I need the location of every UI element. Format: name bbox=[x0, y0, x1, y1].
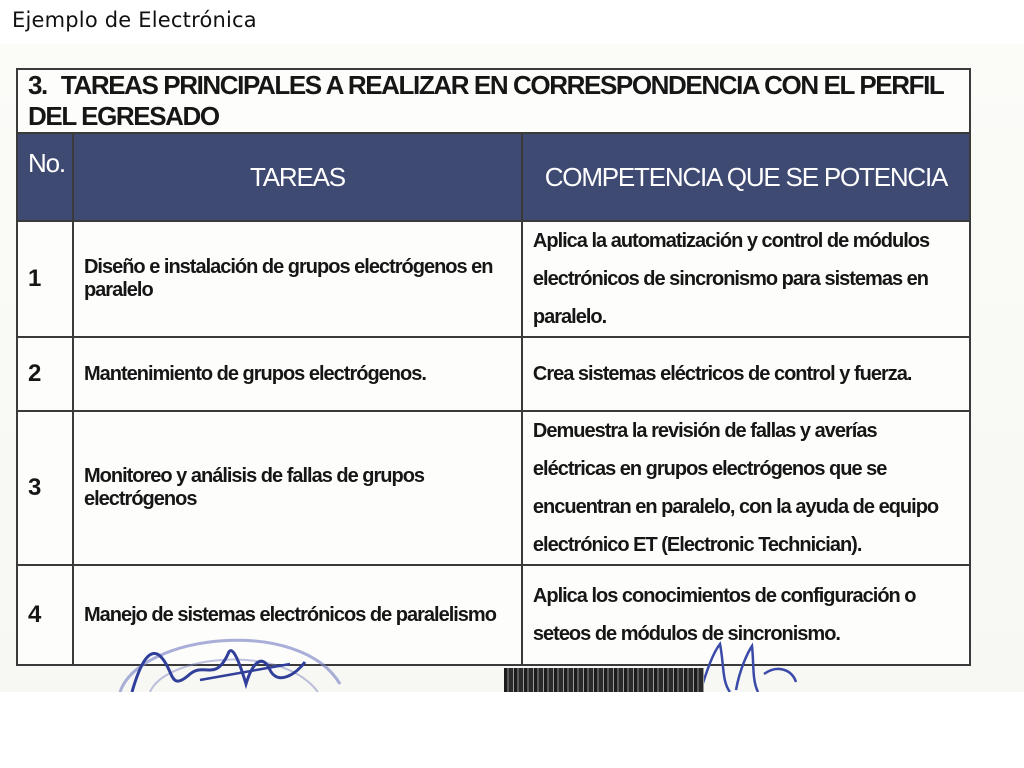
task-cell: Monitoreo y análisis de fallas de grupos electrógenos bbox=[73, 411, 522, 565]
table-header-row bbox=[17, 133, 970, 221]
row-number: 1 bbox=[17, 221, 73, 337]
section-number: 3. bbox=[28, 70, 47, 100]
header-competence: COMPETENCIA QUE SE POTENCIA bbox=[522, 133, 970, 221]
header-tasks: TAREAS bbox=[73, 133, 522, 221]
section-heading bbox=[17, 69, 970, 133]
task-cell: Manejo de sistemas electrónicos de paralelismo bbox=[73, 565, 522, 665]
signature-right-icon bbox=[700, 644, 796, 692]
section-heading-row bbox=[17, 69, 970, 133]
row-number: 2 bbox=[17, 337, 73, 411]
task-cell: Mantenimiento de grupos electrógenos. bbox=[73, 337, 522, 411]
tasks-table bbox=[16, 68, 971, 666]
table-row bbox=[17, 411, 970, 565]
competence-cell: Crea sistemas eléctricos de control y fuerza. bbox=[522, 337, 970, 411]
slide-title: Ejemplo de Electrónica bbox=[12, 8, 257, 32]
table-row bbox=[17, 337, 970, 411]
competence-cell: Aplica la automatización y control de módulos electrónicos de sincronismo para sistemas en paralelo. bbox=[522, 221, 970, 337]
competence-cell: Aplica los conocimientos de configuración o seteos de módulos de sincronismo. bbox=[522, 565, 970, 665]
section-title: TAREAS PRINCIPALES A REALIZAR EN CORRESPONDENCIA CON EL PERFIL DEL EGRESADO bbox=[28, 70, 943, 131]
competence-cell: Demuestra la revisión de fallas y averías eléctricas en grupos electrógenos que se encuentran en paralelo, con la ayuda de equipo electrónico ET (Electronic Technician). bbox=[522, 411, 970, 565]
task-cell: Diseño e instalación de grupos electrógenos en paralelo bbox=[73, 221, 522, 337]
printed-stamp-block bbox=[504, 668, 704, 692]
stamp-seal-icon bbox=[120, 640, 340, 692]
row-number: 3 bbox=[17, 411, 73, 565]
row-number: 4 bbox=[17, 565, 73, 665]
table-row bbox=[17, 221, 970, 337]
header-no: No. bbox=[17, 133, 73, 221]
